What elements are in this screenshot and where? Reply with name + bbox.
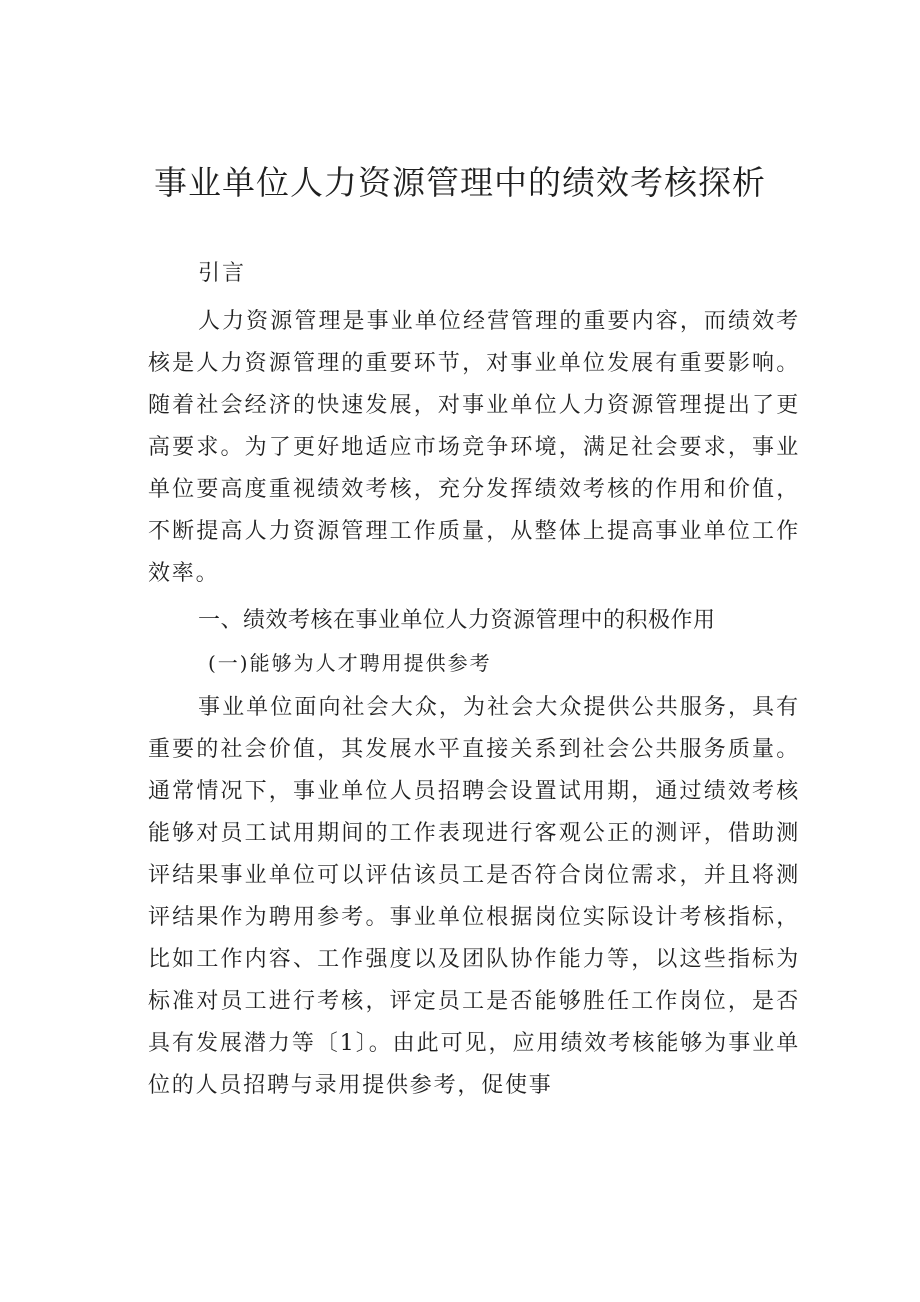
section-heading: 一、绩效考核在事业单位人力资源管理中的积极作用 — [198, 608, 716, 633]
subsection-heading: (一)能够为人才聘用提供参考 — [208, 651, 492, 675]
intro-label: 引言 — [198, 261, 247, 286]
intro-paragraph: 人力资源管理是事业单位经营管理的重要内容，而绩效考核是人力资源管理的重要环节，对事业单位发展有重要影响。随着社会经济的快速发展，对事业单位人力资源管理提出了更高要求。为了更好地适应市场竞争环境，满足社会要求，事业单位要高度重视绩效考核，充分发挥绩效考核的作用和价值，不断提高人力资源管理工作质量，从整体上提高事业单位工作效率。 — [148, 309, 800, 586]
document-body — [148, 256, 800, 1107]
document-title: 事业单位人力资源管理中的绩效考核探析 — [154, 163, 766, 202]
body-paragraph: 事业单位面向社会大众，为社会大众提供公共服务，具有重要的社会价值，其发展水平直接关系到社会公共服务质量。通常情况下，事业单位人员招聘会设置试用期，通过绩效考核能够对员工试用期间的工作表现进行客观公正的测评，借助测评结果事业单位可以评估该员工是否符合岗位需求，并且将测评结果作为聘用参考。事业单位根据岗位实际设计考核指标，比如工作内容、工作强度以及团队协作能力等，以这些指标为标准对员工进行考核，评定员工是否能够胜任工作岗位，是否具有发展潜力等〔1〕。由此可见，应用绩效考核能够为事业单位的人员招聘与录用提供参考，促使事 — [148, 695, 800, 1098]
